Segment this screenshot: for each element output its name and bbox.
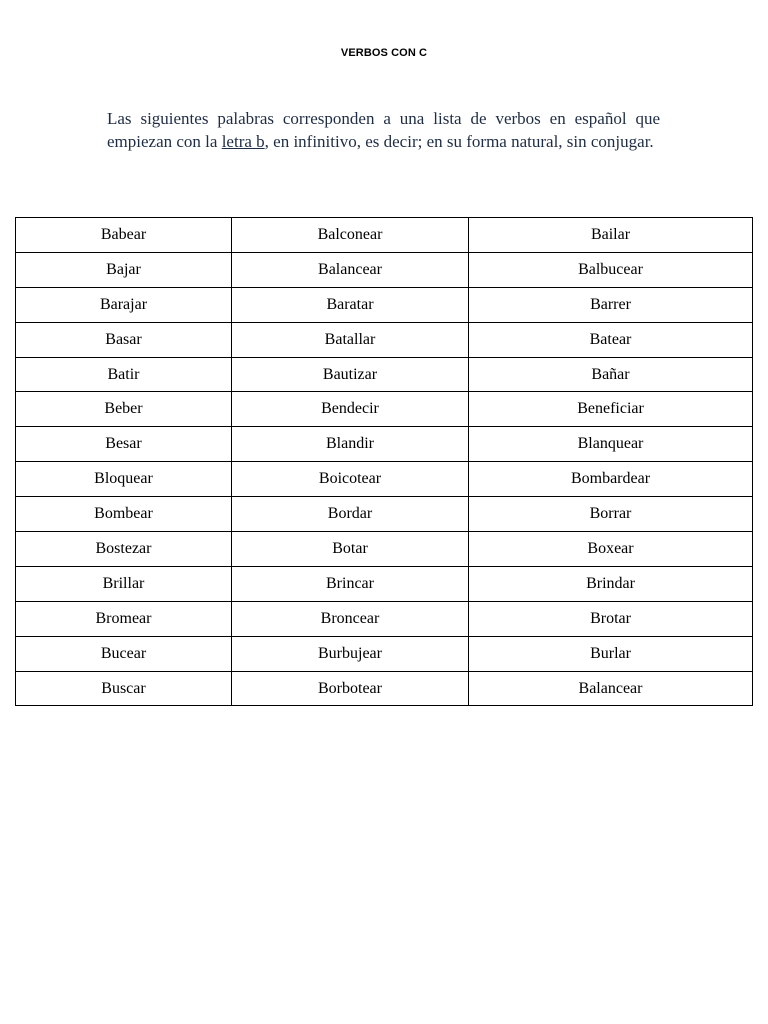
verb-cell: Balancear [232, 252, 469, 287]
verb-cell: Blandir [232, 427, 469, 462]
verb-cell: Bailar [469, 218, 753, 253]
verb-cell: Bajar [16, 252, 232, 287]
table-row [16, 566, 753, 601]
table-row [16, 427, 753, 462]
table-row [16, 636, 753, 671]
verb-cell: Balconear [232, 218, 469, 253]
verb-cell: Bromear [16, 601, 232, 636]
verb-cell: Beber [16, 392, 232, 427]
table-row [16, 671, 753, 706]
table-row [16, 497, 753, 532]
verb-cell: Batallar [232, 322, 469, 357]
verb-cell: Bañar [469, 357, 753, 392]
intro-text-before: Las siguientes palabras corresponden a una lista de verbos en español que empiezan con la [107, 109, 660, 151]
verb-cell: Borbotear [232, 671, 469, 706]
verb-cell: Barajar [16, 287, 232, 322]
table-row [16, 532, 753, 567]
verb-cell: Barrer [469, 287, 753, 322]
verb-cell: Bucear [16, 636, 232, 671]
verb-cell: Brincar [232, 566, 469, 601]
intro-paragraph [107, 108, 660, 153]
verb-cell: Bendecir [232, 392, 469, 427]
verb-cell: Blanquear [469, 427, 753, 462]
table-row [16, 392, 753, 427]
verb-cell: Bombardear [469, 462, 753, 497]
verb-cell: Basar [16, 322, 232, 357]
verb-cell: Buscar [16, 671, 232, 706]
verbs-table-body [16, 218, 753, 706]
verb-cell: Borrar [469, 497, 753, 532]
verb-cell: Batear [469, 322, 753, 357]
table-row [16, 601, 753, 636]
verb-cell: Boicotear [232, 462, 469, 497]
verb-cell: Batir [16, 357, 232, 392]
verb-cell: Besar [16, 427, 232, 462]
table-row [16, 357, 753, 392]
table-row [16, 462, 753, 497]
verb-cell: Burbujear [232, 636, 469, 671]
intro-text-after: , en infinitivo, es decir; en su forma natural, sin conjugar. [264, 131, 654, 151]
verb-cell: Brillar [16, 566, 232, 601]
page-title: VERBOS CON C [340, 47, 428, 59]
verb-cell: Bloquear [16, 462, 232, 497]
verb-cell: Bostezar [16, 532, 232, 567]
verb-cell: Broncear [232, 601, 469, 636]
verb-cell: Balancear [469, 671, 753, 706]
verbs-table [15, 217, 753, 706]
verb-cell: Beneficiar [469, 392, 753, 427]
table-row [16, 252, 753, 287]
verb-cell: Botar [232, 532, 469, 567]
verb-cell: Brotar [469, 601, 753, 636]
verb-cell: Brindar [469, 566, 753, 601]
verb-cell: Bombear [16, 497, 232, 532]
table-row [16, 287, 753, 322]
verb-cell: Babear [16, 218, 232, 253]
table-row [16, 322, 753, 357]
verb-cell: Boxear [469, 532, 753, 567]
verb-cell: Bautizar [232, 357, 469, 392]
verb-cell: Balbucear [469, 252, 753, 287]
table-row [16, 218, 753, 253]
verb-cell: Baratar [232, 287, 469, 322]
verb-cell: Bordar [232, 497, 469, 532]
verb-cell: Burlar [469, 636, 753, 671]
intro-underlined-text: letra b [221, 131, 265, 151]
